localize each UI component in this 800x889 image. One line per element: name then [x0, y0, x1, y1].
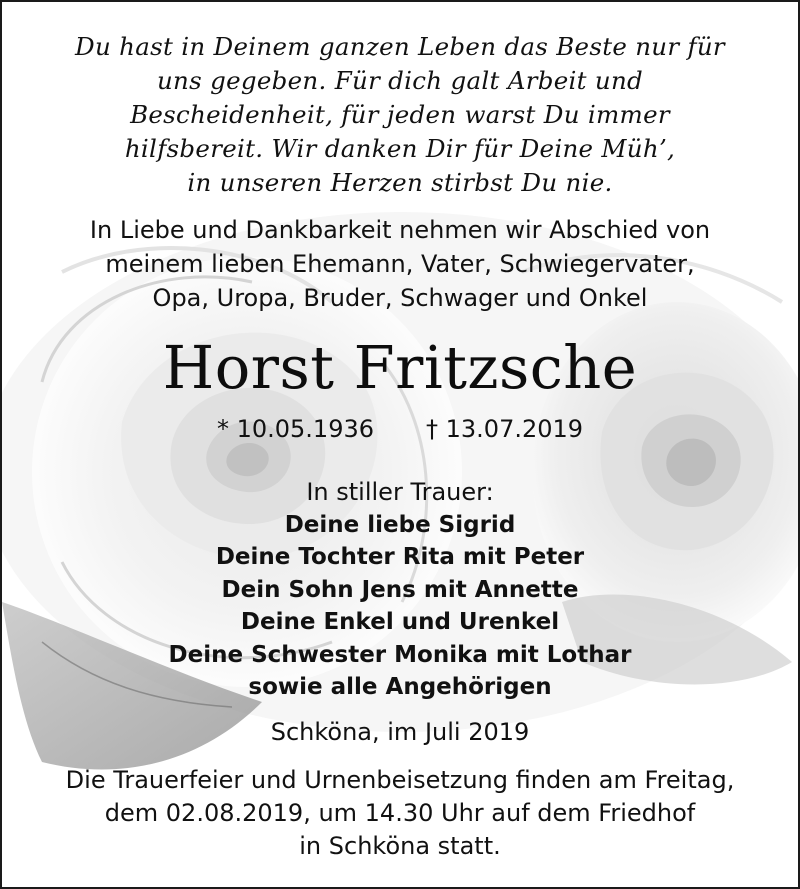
funeral-info-line: dem 02.08.2019, um 14.30 Uhr auf dem Friedhof — [104, 799, 696, 827]
farewell-intro — [2, 213, 798, 315]
death-date: † 13.07.2019 — [426, 415, 584, 443]
mourner-name: Deine Tochter Rita mit Peter — [215, 544, 585, 570]
birth-date: * 10.05.1936 — [216, 415, 374, 443]
mourner-name: Deine Enkel und Urenkel — [240, 609, 560, 635]
funeral-info — [2, 764, 798, 863]
mourners-list — [2, 476, 798, 704]
mourner-name: Deine liebe Sigrid — [284, 511, 516, 538]
memorial-poem — [2, 30, 798, 200]
mourner-name: Dein Sohn Jens mit Annette — [221, 576, 579, 603]
mourner-name: Deine Schwester Monika mit Lothar — [168, 641, 632, 668]
funeral-info-line: in Schköna statt. — [299, 832, 501, 860]
life-dates — [2, 413, 798, 445]
intro-line: meinem lieben Ehemann, Vater, Schwiegervater, — [105, 250, 695, 278]
poem-line: hilfsbereit. Wir danken Dir für Deine Müh’, — [124, 134, 676, 163]
deceased-name: Horst Fritzsche — [162, 333, 638, 402]
mourners-heading: In stiller Trauer: — [306, 478, 494, 506]
place-and-date: Schköna, im Juli 2019 — [270, 718, 530, 746]
poem-line: Bescheidenheit, für jeden warst Du immer — [130, 100, 670, 129]
funeral-info-line: Die Trauerfeier und Urnenbeisetzung finden am Freitag, — [65, 766, 735, 794]
poem-line: uns gegeben. Für dich galt Arbeit und — [156, 66, 644, 95]
intro-line: Opa, Uropa, Bruder, Schwager und Onkel — [152, 284, 648, 312]
intro-line: In Liebe und Dankbarkeit nehmen wir Abschied von — [89, 216, 711, 244]
poem-line: Du hast in Deinem ganzen Leben das Beste nur für — [75, 32, 725, 61]
mourner-name: sowie alle Angehörigen — [248, 674, 552, 700]
poem-line: in unseren Herzen stirbst Du nie. — [187, 168, 613, 197]
